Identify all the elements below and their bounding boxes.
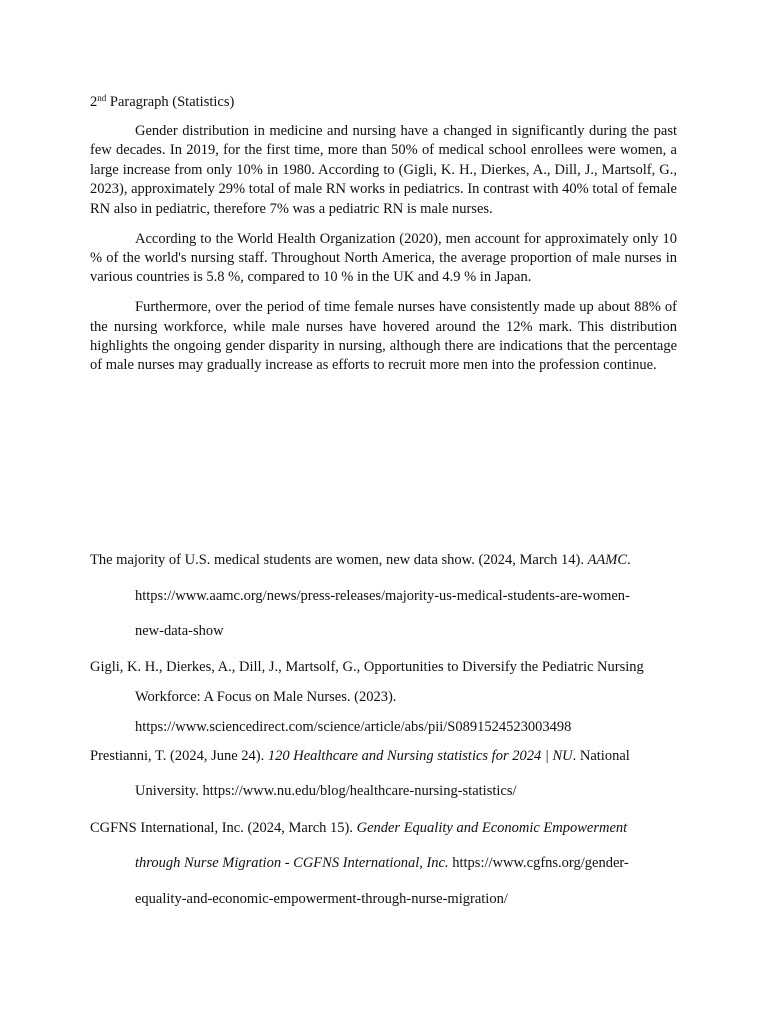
section-heading [90, 93, 234, 112]
reference-4-line-2: through Nurse Migration - CGFNS International, Inc. https://www.cgfns.org/gender- [135, 855, 629, 871]
body-paragraphs [90, 122, 677, 386]
heading-ordinal-suffix: nd [97, 93, 107, 103]
reference-4-title-part-1: Gender Equality and Economic Empowerment [356, 820, 628, 836]
reference-2-line-2: Workforce: A Focus on Male Nurses. (2023). [135, 689, 397, 705]
reference-1-url-line-2: new-data-show [135, 623, 224, 639]
reference-2-line-1: Gigli, K. H., Dierkes, A., Dill, J., Martsolf, G., Opportunities to Diversify the Pediatric Nursing [90, 659, 644, 675]
reference-3-title: 120 Healthcare and Nursing statistics for 2024 | NU [267, 748, 573, 764]
paragraph-3: Furthermore, over the period of time female nurses have consistently made up about 88% of the nursing workforce, while male nurses have hovered around the 12% mark. This distribution highlights the ongoing gender disparity in nursing, although there are indications that the percentage of male nurses may gradually increase as efforts to recruit more men into the profession continue. [90, 299, 677, 374]
reference-2-url: https://www.sciencedirect.com/science/article/abs/pii/S0891524523003498 [135, 719, 572, 735]
paragraph-2: According to the World Health Organization (2020), men account for approximately only 10 % of the world's nursing staff. Throughout North America, the average proportion of male nurses in various countries is 5.8 %, compared to 10 % in the UK and 4.9 % in Japan. [90, 230, 677, 286]
paragraph-1: Gender distribution in medicine and nursing have a changed in significantly during the past few decades. In 2019, for the first time, more than 50% of medical school enrollees were women, a large increase from only 10% in 1980. According to (Gigli, K. H., Dierkes, A., Dill, J., Martsolf, G., 2023), approximately 29% total of male RN works in pediatrics. In contrast with 40% total of female RN also in pediatric, therefore 7% was a pediatric RN is male nurses. [90, 123, 677, 217]
reference-3-line-2: University. https://www.nu.edu/blog/healthcare-nursing-statistics/ [135, 783, 517, 799]
reference-4-title-part-2: through Nurse Migration - CGFNS International, Inc. [135, 855, 449, 871]
reference-1-line-1: The majority of U.S. medical students are women, new data show. (2024, March 14). AAMC. [90, 552, 631, 568]
heading-text: Paragraph (Statistics) [106, 94, 235, 110]
reference-4-url-line-2: equality-and-economic-empowerment-through-nurse-migration/ [135, 891, 508, 907]
heading-ordinal: 2 [90, 94, 98, 110]
reference-1-url-line-1: https://www.aamc.org/news/press-releases/majority-us-medical-students-are-women- [135, 588, 630, 604]
reference-3-line-1: Prestianni, T. (2024, June 24). 120 Healthcare and Nursing statistics for 2024 | NU. National [90, 748, 630, 764]
reference-1-source: AAMC [587, 552, 628, 568]
reference-4-line-1: CGFNS International, Inc. (2024, March 15). Gender Equality and Economic Empowerment [90, 820, 628, 836]
